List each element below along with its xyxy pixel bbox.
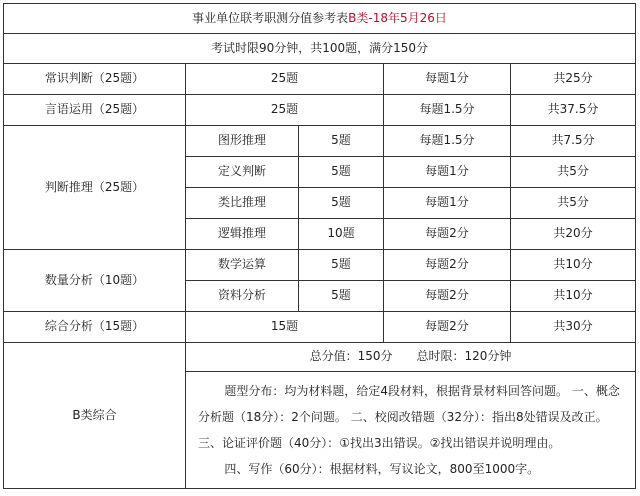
section-total: 共5分 bbox=[511, 157, 636, 188]
bclass-total-row bbox=[4, 343, 636, 372]
subsection-name: 图形推理 bbox=[186, 126, 299, 157]
bclass-description bbox=[186, 372, 636, 489]
section-total: 共25分 bbox=[511, 64, 636, 95]
question-count: 25题 bbox=[186, 95, 384, 126]
table-title-row bbox=[4, 4, 636, 34]
subsection-name: 数学运算 bbox=[186, 250, 299, 281]
score-reference-table bbox=[3, 3, 636, 489]
subsection-name: 定义判断 bbox=[186, 157, 299, 188]
points-per-question: 每题2分 bbox=[384, 250, 511, 281]
question-count: 10题 bbox=[299, 219, 384, 250]
section-total: 共10分 bbox=[511, 250, 636, 281]
exam-info: 考试时限90分钟，共100题，满分150分 bbox=[4, 34, 636, 64]
bclass-name: B类综合 bbox=[4, 343, 186, 489]
section-name: 常识判断（25题） bbox=[4, 64, 186, 95]
bclass-desc-paragraph: 题型分布：均为材料题，给定4段材料，根据背景材料回答问题。 一、概念分析题（18分）：2个问题。 二、校阅改错题（32分）：指出8处错误及改正。 三、论证评价题（40分）：①找出3出错误。②找出错误并说明理由。 bbox=[198, 384, 620, 450]
table-row bbox=[4, 95, 636, 126]
table-row bbox=[4, 126, 636, 157]
points-per-question: 每题2分 bbox=[384, 281, 511, 312]
table-row bbox=[4, 312, 636, 343]
question-count: 25题 bbox=[186, 64, 384, 95]
question-count: 5题 bbox=[299, 157, 384, 188]
section-total: 共10分 bbox=[511, 281, 636, 312]
section-name: 数量分析（10题） bbox=[4, 250, 186, 312]
question-count: 5题 bbox=[299, 188, 384, 219]
subsection-name: 类比推理 bbox=[186, 188, 299, 219]
subsection-name: 逻辑推理 bbox=[186, 219, 299, 250]
points-per-question: 每题1.5分 bbox=[384, 95, 511, 126]
section-total: 共7.5分 bbox=[511, 126, 636, 157]
section-total: 共30分 bbox=[511, 312, 636, 343]
title-highlight: B类-18年5月26日 bbox=[348, 10, 447, 25]
title-prefix: 事业单位联考职测分值参考表 bbox=[192, 10, 349, 25]
points-per-question: 每题1分 bbox=[384, 64, 511, 95]
bclass-desc-paragraph: 四、写作（60分）：根据材料，写议论文，800至1000字。 bbox=[224, 462, 540, 476]
section-total: 共5分 bbox=[511, 188, 636, 219]
section-total: 共37.5分 bbox=[511, 95, 636, 126]
bclass-total-line: 总分值：150分 总时限：120分钟 bbox=[186, 343, 636, 372]
question-count: 15题 bbox=[186, 312, 384, 343]
table-row bbox=[4, 250, 636, 281]
table-title bbox=[4, 4, 636, 34]
section-name: 判断推理（25题） bbox=[4, 126, 186, 250]
points-per-question: 每题1.5分 bbox=[384, 126, 511, 157]
points-per-question: 每题2分 bbox=[384, 219, 511, 250]
question-count: 5题 bbox=[299, 126, 384, 157]
subsection-name: 资料分析 bbox=[186, 281, 299, 312]
section-name: 综合分析（15题） bbox=[4, 312, 186, 343]
points-per-question: 每题1分 bbox=[384, 157, 511, 188]
section-total: 共20分 bbox=[511, 219, 636, 250]
points-per-question: 每题2分 bbox=[384, 312, 511, 343]
exam-info-row bbox=[4, 34, 636, 64]
table-row bbox=[4, 64, 636, 95]
points-per-question: 每题1分 bbox=[384, 188, 511, 219]
section-name: 言语运用（25题） bbox=[4, 95, 186, 126]
question-count: 5题 bbox=[299, 281, 384, 312]
question-count: 5题 bbox=[299, 250, 384, 281]
